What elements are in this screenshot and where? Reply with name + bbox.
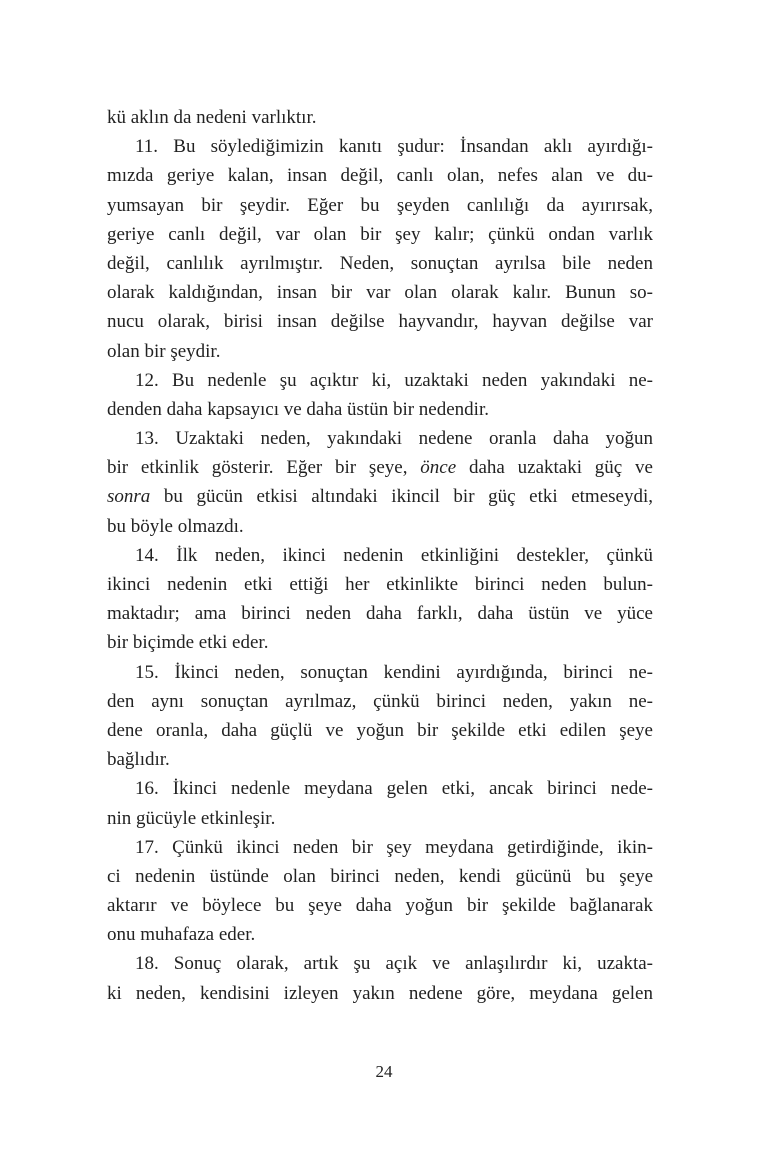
text-line: 13. Uzaktaki neden, yakındaki nedene oranla daha yoğun (135, 428, 653, 450)
text-line: olan bir şeydir. (107, 340, 221, 362)
text-segment: daha uzaktaki güç ve (456, 457, 653, 479)
text-line (107, 453, 653, 482)
text-line: 16. İkinci nedenle meydana gelen etki, ancak birinci nede- (135, 778, 653, 800)
text-line: olarak kaldığından, insan bir var olan olarak kalır. Bunun so- (107, 282, 653, 304)
text-line: bu böyle olmazdı. (107, 515, 244, 537)
text-line: 15. İkinci neden, sonuçtan kendini ayırdığında, birinci ne- (135, 661, 653, 683)
body-text (107, 103, 653, 1008)
text-segment: bu gücün etkisi altındaki ikincil bir güç etki etmeseydi, (150, 486, 653, 508)
text-line: değil, canlılık ayrılmıştır. Neden, sonuçtan ayrılsa bile neden (107, 252, 653, 274)
page-number: 24 (375, 1062, 393, 1081)
text-line: kü aklın da nedeni varlıktır. (107, 107, 317, 128)
text-line: geriye canlı değil, var olan bir şey kalır; çünkü ondan varlık (107, 223, 653, 245)
text-line: maktadır; ama birinci neden daha farklı, daha üstün ve yüce (107, 603, 653, 625)
text-line: 14. İlk neden, ikinci nedenin etkinliğini destekler, çünkü (135, 544, 653, 566)
text-line: bir biçimde etki eder. (107, 632, 269, 654)
text-line: nin gücüyle etkinleşir. (107, 807, 276, 829)
italic-text: sonra (107, 486, 151, 508)
text-line: nucu olarak, birisi insan değilse hayvandır, hayvan değilse var (107, 311, 653, 333)
text-line: onu muhafaza eder. (107, 924, 256, 946)
text-line: yumsayan bir şeydir. Eğer bu şeyden canlılığı da ayırırsak, (107, 194, 653, 216)
text-line: 11. Bu söylediğimizin kanıtı şudur: İnsandan aklı ayırdığı- (135, 136, 653, 158)
text-line: denden daha kapsayıcı ve daha üstün bir nedendir. (107, 398, 489, 420)
text-line: ci nedenin üstünde olan birinci neden, kendi gücünü bu şeye (107, 865, 653, 887)
text-line: mızda geriye kalan, insan değil, canlı olan, nefes alan ve du- (107, 165, 653, 187)
italic-text: önce (420, 457, 457, 479)
text-line (107, 482, 653, 511)
text-line: bağlıdır. (107, 749, 170, 771)
text-line: dene oranla, daha güçlü ve yoğun bir şekilde etki edilen şeye (107, 719, 653, 741)
text-segment: bir etkinlik gösterir. Eğer bir şeye, (107, 457, 421, 479)
text-line: ki neden, kendisini izleyen yakın nedene göre, meydana gelen (107, 982, 653, 1004)
text-line: aktarır ve böylece bu şeye daha yoğun bir şekilde bağlanarak (107, 895, 653, 917)
text-line: 18. Sonuç olarak, artık şu açık ve anlaşılırdır ki, uzakta- (135, 953, 653, 975)
text-line: 17. Çünkü ikinci neden bir şey meydana getirdiğinde, ikin- (135, 836, 653, 858)
text-line: 12. Bu nedenle şu açıktır ki, uzaktaki neden yakındaki ne- (135, 369, 653, 391)
text-line: den aynı sonuçtan ayrılmaz, çünkü birinci neden, yakın ne- (107, 690, 653, 712)
text-line: ikinci nedenin etki ettiği her etkinlikte birinci neden bulun- (107, 574, 653, 595)
